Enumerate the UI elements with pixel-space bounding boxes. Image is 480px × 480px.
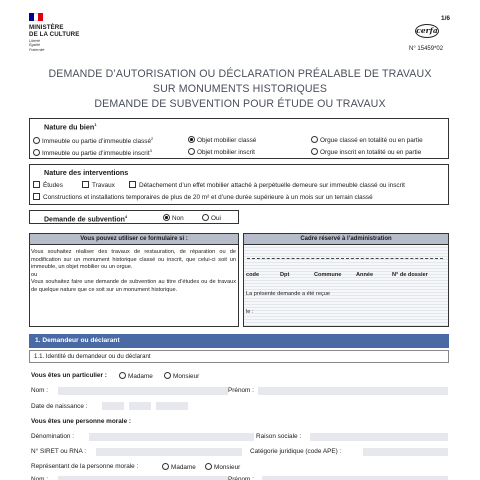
form-title-line3: DEMANDE DE SUBVENTION POUR ÉTUDE OU TRAVAUX [94,98,386,110]
admin-reserved-box [243,233,449,327]
checkbox-detachement[interactable]: Détachement d’un effet mobilier attaché à perpétuelle demeure sur immeuble classé ou inscrit [129,181,405,189]
radio-icon [33,149,40,156]
form-title-line2: SUR MONUMENTS HISTORIQUES [152,83,328,95]
checkbox-icon [129,181,136,188]
form-title-line1: DEMANDE D’AUTORISATION OU DÉCLARATION PRÉALABLE DE TRAVAUX [48,68,432,80]
particulier-label: Vous êtes un particulier : [31,372,107,379]
admin-col-dpt: Dpt [280,272,290,278]
admin-date-label: le : [246,309,254,315]
nom2-label: Nom : [31,476,49,480]
siret-label: N° SIRET ou RNA : [31,448,86,455]
radio-icon [188,148,195,155]
prenom-input[interactable] [258,387,448,395]
checkbox-icon [33,181,40,188]
radio-selected-icon [163,214,170,221]
nom-input[interactable] [58,387,228,395]
usage-info-box [29,233,239,327]
checkbox-travaux[interactable]: Travaux [82,181,115,189]
nature-interventions-box [29,164,449,205]
form-number: N° 15459*02 [409,46,444,52]
option-immeuble-classe[interactable]: Immeuble ou partie d’immeuble classé$^2$ [33,136,153,145]
representant-monsieur-option[interactable]: Monsieur [205,463,240,471]
birth-month-input[interactable] [129,402,151,410]
nature-bien-box [29,118,449,159]
option-objet-mobilier-classe[interactable]: Objet mobilier classé [188,136,256,144]
categorie-input[interactable] [363,448,448,456]
checkbox-icon [82,181,89,188]
subsection-identite: 1.1. Identité du demandeur ou du déclarant [29,350,449,363]
radio-icon [119,372,126,379]
radio-icon [202,214,209,221]
denomination-label: Dénomination : [31,433,74,440]
date-naissance-label: Date de naissance : [31,403,88,410]
admin-col-code: code [246,272,260,278]
admin-col-dossier: N° de dossier [392,272,428,278]
radio-icon [311,136,318,143]
prenom-label: Prénom : [228,387,254,394]
admin-received-text: La présente demande a été reçue [246,291,330,297]
nature-bien-title: Nature du bien$^1$ [44,122,97,132]
particulier-madame-option[interactable]: Madame [119,372,153,380]
nature-interventions-title: Nature des interventions [44,168,129,177]
option-orgue-classe[interactable]: Orgue classé en totalité ou en partie [311,136,423,144]
checkbox-icon [33,193,40,200]
denomination-input[interactable] [89,433,254,441]
admin-dashed-line [247,258,443,260]
radio-selected-icon [188,136,195,143]
checkbox-etudes[interactable]: Études [33,181,63,189]
page-number: 1/6 [441,15,451,22]
birth-day-input[interactable] [102,402,124,410]
siret-input[interactable] [96,448,242,456]
republic-motto: Liberté Égalité Fraternité [29,39,45,52]
particulier-monsieur-option[interactable]: Monsieur [164,372,199,380]
raison-sociale-label: Raison sociale : [256,433,302,440]
categorie-label: Catégorie juridique (code APE) : [250,448,342,455]
option-immeuble-inscrit[interactable]: Immeuble ou partie d’immeuble inscrit$^3$ [33,148,152,157]
cerfa-logo: cerfa [415,24,439,38]
usage-heading: Vous pouvez utiliser ce formulaire si : [30,234,238,245]
subvention-oui-option[interactable]: Oui [202,214,221,222]
birth-year-input[interactable] [156,402,188,410]
representant-madame-option[interactable]: Madame [162,463,196,471]
representant-label: Représentant de la personne morale : [31,463,139,470]
nom-label: Nom : [31,387,49,394]
radio-icon [164,372,171,379]
section1-header: 1. Demandeur ou déclarant [29,334,449,348]
subvention-box [29,210,239,224]
prenom2-label: Prénom : [228,476,254,480]
checkbox-constructions[interactable]: Constructions et installations temporaires de plus de 20 m² et d’une durée supérieure à un mois sur un terrain classé [33,193,373,201]
admin-col-commune: Commune [314,272,342,278]
nom2-input[interactable] [58,476,228,480]
option-orgue-inscrit[interactable]: Orgue inscrit en totalité ou en partie [311,148,421,156]
admin-heading: Cadre réservé à l’administration [244,234,448,245]
ministry-name: MINISTÈRE DE LA CULTURE [29,24,80,38]
admin-col-annee: Année [356,272,374,278]
raison-sociale-input[interactable] [310,433,448,441]
subvention-non-option[interactable]: Non [163,214,184,222]
prenom2-input[interactable] [262,476,448,480]
morale-label: Vous êtes une personne morale : [31,418,132,425]
subvention-label: Demande de subvention$^4$ [44,214,128,224]
flag-red [38,13,43,21]
radio-icon [205,463,212,470]
republic-flag-icon [29,13,43,21]
usage-text: Vous souhaitez réaliser des travaux de restauration, de réparation ou de modification sur un monument historique classé ou inscrit, que celui-ci soit un immeuble, un objet mobilier ou un orgue. ou Vous souhaitez faire une demande de subvention au titre d’études ou de travaux de quelque nature que ce soit sur un monument historique. [31,249,236,293]
radio-icon [162,463,169,470]
radio-icon [311,148,318,155]
option-objet-mobilier-inscrit[interactable]: Objet mobilier inscrit [188,148,255,156]
radio-icon [33,137,40,144]
